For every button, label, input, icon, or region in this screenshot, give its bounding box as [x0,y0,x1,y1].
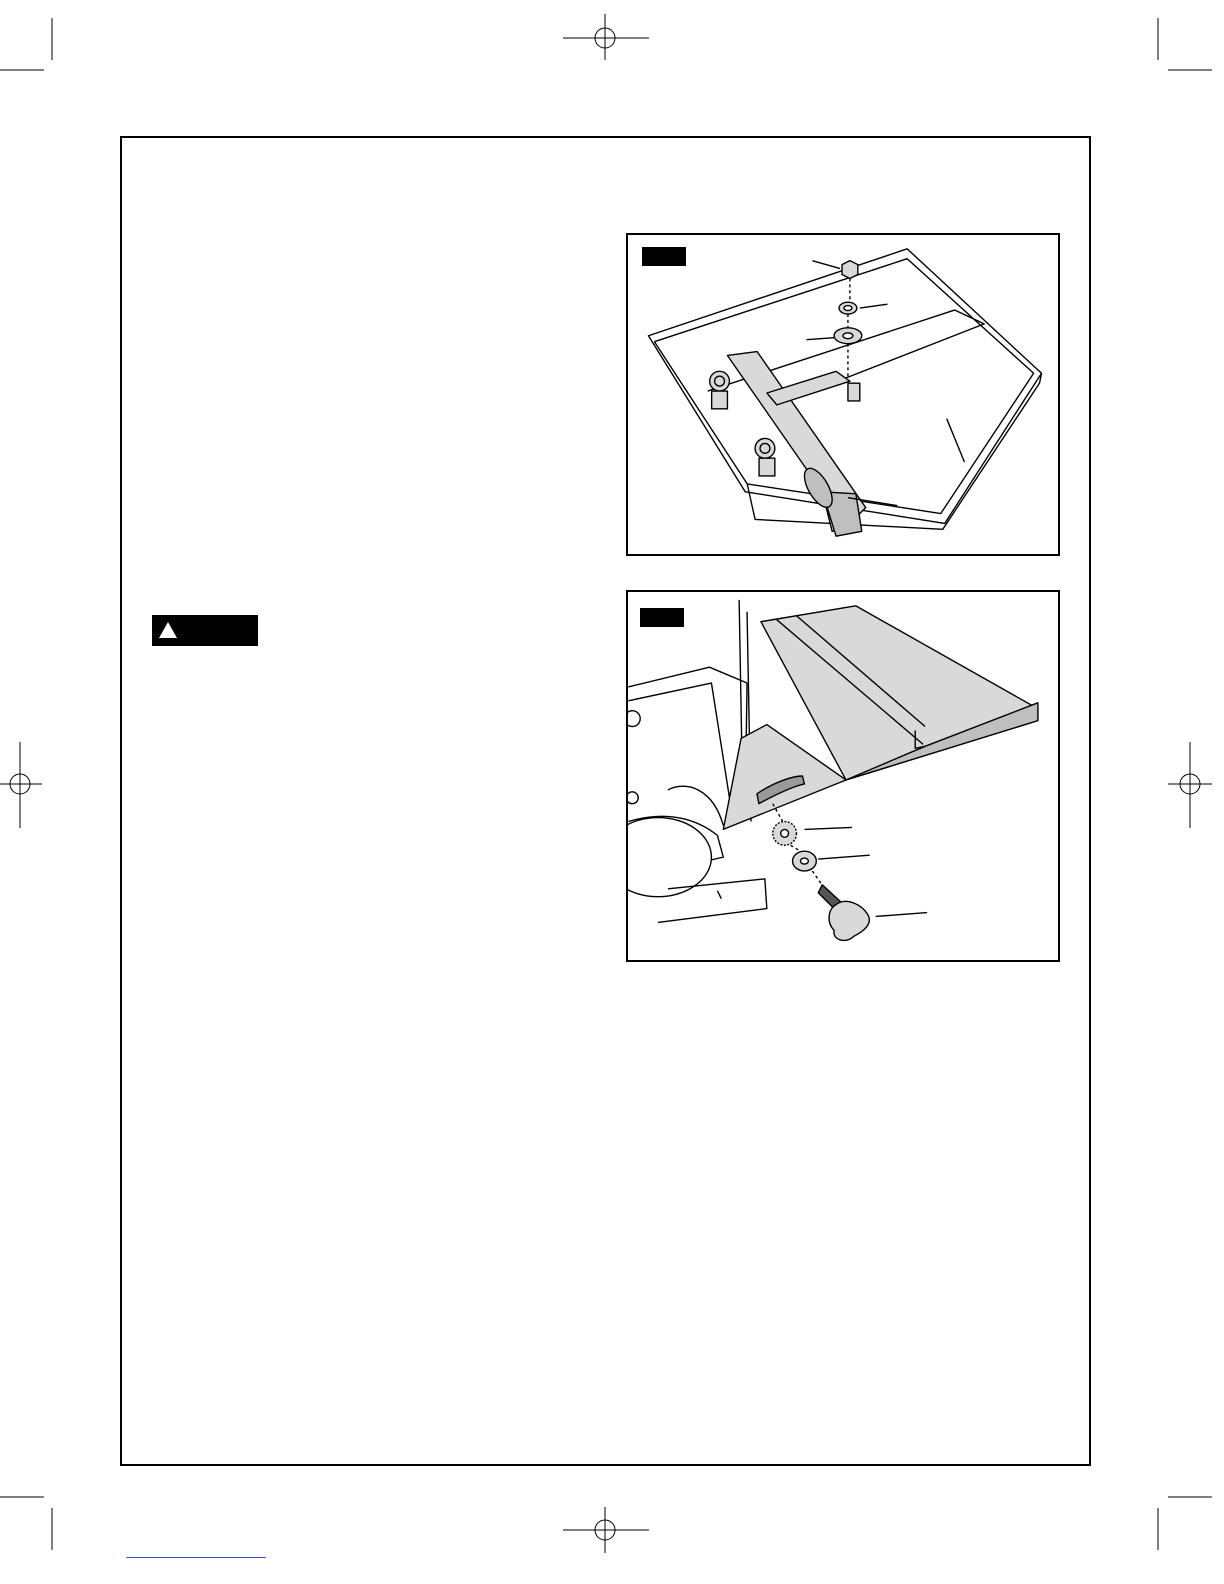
figure-number-tag [642,247,686,266]
table-assembly-illustration [628,235,1058,554]
table-tilt-lock-illustration [628,592,1058,960]
figure-number-tag [640,608,684,627]
table-tilt-lock-figure [626,590,1060,962]
table-assembly-figure [626,233,1060,556]
footer-rule [126,1557,266,1558]
warning-banner [152,615,258,646]
warning-triangle-icon [158,620,178,640]
